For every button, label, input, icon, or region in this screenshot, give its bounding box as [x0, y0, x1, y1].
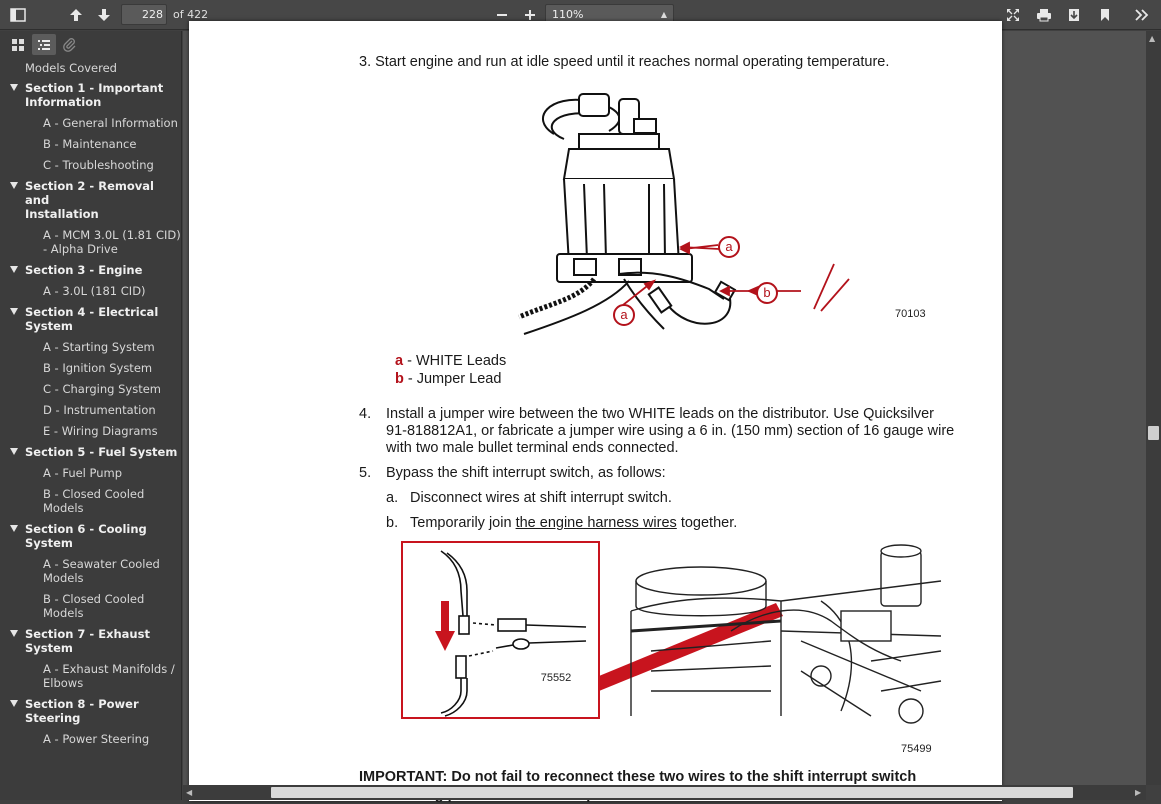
print-button[interactable] — [1031, 3, 1057, 27]
more-tools-button[interactable] — [1129, 3, 1155, 27]
step-5b-link[interactable]: the engine harness wires — [515, 515, 677, 531]
outline-item-label: Section 4 - Electrical — [25, 305, 159, 319]
scroll-left-arrow-icon[interactable]: ◀ — [186, 788, 193, 797]
expand-triangle-icon[interactable] — [10, 630, 18, 637]
print-icon — [1036, 8, 1052, 22]
figure-1-number: 70103 — [895, 308, 926, 320]
bookmark-button[interactable] — [1092, 3, 1118, 27]
previous-page-button[interactable] — [63, 3, 89, 27]
outline-item[interactable] — [0, 557, 182, 585]
outline-item[interactable] — [0, 61, 182, 75]
outline-item[interactable] — [0, 592, 182, 620]
arrow-up-icon — [69, 8, 83, 22]
page-count-label: of 422 — [173, 8, 209, 21]
more-tools-icon — [1135, 9, 1149, 21]
outline-section-item[interactable] — [0, 179, 182, 221]
outline-section-item[interactable] — [0, 627, 182, 655]
important-note-line-1: IMPORTANT: Do not fail to reconnect these two wires to the shift interrupt switch — [359, 769, 917, 785]
sidebar-tabs — [0, 31, 181, 58]
step-5a-number: a. — [386, 490, 399, 506]
figure-2-inset-number: 75552 — [540, 672, 572, 684]
outline-item-label: A - General Information — [43, 116, 178, 130]
outline-item-label: Models Covered — [25, 61, 117, 75]
outline-item-label: Section 8 - Power Steering — [25, 697, 139, 725]
step-5-text: Bypass the shift interrupt switch, as follows: — [386, 465, 666, 481]
horizontal-scrollbar[interactable] — [183, 785, 1146, 800]
outline-item-label: Section 2 - Removal and — [25, 179, 154, 207]
outline-item-label-continued: Elbows — [43, 676, 84, 690]
outline-item-label: A - Power Steering — [43, 732, 150, 746]
outline-item-label-continued: - Alpha Drive — [43, 242, 118, 256]
outline-item-label-continued: Models — [43, 571, 84, 585]
outline-tree — [0, 61, 182, 753]
download-button[interactable] — [1061, 3, 1087, 27]
sidebar-toggle-button[interactable] — [5, 3, 31, 27]
outline-item[interactable] — [0, 487, 182, 515]
step-4-line-3: with two male bullet terminal ends connected. — [386, 440, 679, 456]
vertical-scrollbar[interactable] — [1146, 31, 1161, 785]
legend-letter: b — [395, 371, 404, 387]
outline-item[interactable] — [0, 116, 182, 130]
outline-item-label: B - Closed Cooled — [43, 487, 145, 501]
outline-item-label: B - Closed Cooled — [43, 592, 145, 606]
outline-item[interactable] — [0, 424, 182, 438]
outline-tab[interactable] — [32, 34, 56, 55]
outline-item-label: A - Starting System — [43, 340, 155, 354]
sidebar — [0, 31, 182, 800]
step-5b-suffix: together. — [676, 515, 738, 531]
expand-triangle-icon[interactable] — [10, 525, 18, 532]
bookmark-icon — [1099, 8, 1111, 22]
figure-2-number: 75499 — [901, 743, 932, 755]
outline-item-label: A - Exhaust Manifolds / — [43, 662, 175, 676]
arrow-down-icon — [97, 8, 111, 22]
outline-item[interactable] — [0, 662, 182, 690]
pdf-page — [189, 21, 1002, 801]
page-number-input[interactable] — [121, 4, 167, 25]
expand-triangle-icon[interactable] — [10, 84, 18, 91]
outline-section-item[interactable] — [0, 263, 182, 277]
outline-item-label: Section 1 - Important — [25, 81, 164, 95]
expand-triangle-icon[interactable] — [10, 308, 18, 315]
scroll-right-arrow-icon[interactable]: ▶ — [1135, 788, 1142, 797]
callout-b-label: b — [763, 285, 771, 300]
outline-item[interactable] — [0, 466, 182, 480]
expand-triangle-icon[interactable] — [10, 182, 18, 189]
step-4-number: 4. — [359, 406, 372, 422]
outline-item-label: Section 7 - Exhaust System — [25, 627, 150, 655]
step-4-line-1: Install a jumper wire between the two WHITE leads on the distributor. Use Quicksilver — [386, 406, 935, 422]
zoom-in-icon — [524, 9, 536, 21]
expand-triangle-icon[interactable] — [10, 700, 18, 707]
attachments-icon — [63, 38, 77, 52]
outline-item-label: C - Charging System — [43, 382, 162, 396]
step-5-number: 5. — [359, 465, 372, 481]
outline-item-label-continued: System — [25, 319, 73, 333]
outline-section-item[interactable] — [0, 445, 182, 459]
outline-section-item[interactable] — [0, 81, 182, 109]
engine-harness-diagram — [401, 541, 946, 741]
outline-section-item[interactable] — [0, 522, 182, 550]
outline-item-label: A - Seawater Cooled — [43, 557, 160, 571]
outline-item-label: E - Wiring Diagrams — [43, 424, 158, 438]
legend-text: - Jumper Lead — [403, 371, 502, 387]
expand-triangle-icon[interactable] — [10, 266, 18, 273]
fullscreen-button[interactable] — [1000, 3, 1026, 27]
legend-item-a — [395, 353, 506, 370]
step-5b-prefix: Temporarily join — [410, 515, 516, 531]
outline-item-label: A - 3.0L (181 CID) — [43, 284, 146, 298]
outline-icon — [37, 38, 51, 52]
sidebar-toggle-icon — [10, 8, 26, 22]
outline-item[interactable] — [0, 732, 182, 746]
callout-a-label: a — [620, 307, 628, 322]
document-viewer[interactable] — [183, 31, 1161, 785]
step-5a-text: Disconnect wires at shift interrupt switch. — [410, 490, 672, 506]
scroll-up-arrow-icon[interactable]: ▲ — [1149, 34, 1156, 43]
outline-item-label-continued: Installation — [25, 207, 99, 221]
outline-item-label: B - Maintenance — [43, 137, 137, 151]
horizontal-scroll-thumb[interactable] — [271, 787, 1073, 798]
outline-item-label: Section 5 - Fuel System — [25, 445, 178, 459]
legend-text: - WHITE Leads — [403, 353, 507, 369]
outline-item-label: Section 6 - Cooling System — [25, 522, 147, 550]
outline-item-label: D - Instrumentation — [43, 403, 156, 417]
vertical-scroll-thumb[interactable] — [1148, 426, 1159, 440]
outline-item[interactable] — [0, 403, 182, 417]
attachments-tab[interactable] — [58, 34, 82, 55]
step-3-text: 3. Start engine and run at idle speed until it reaches normal operating temperature. — [359, 54, 890, 70]
thumbnails-tab[interactable] — [6, 34, 30, 55]
thumbnails-icon — [11, 38, 25, 52]
outline-section-item[interactable] — [0, 697, 182, 725]
fullscreen-icon — [1006, 8, 1020, 22]
outline-item-label: A - MCM 3.0L (1.81 CID) — [43, 228, 181, 242]
outline-item[interactable] — [0, 284, 182, 298]
outline-item-label: A - Fuel Pump — [43, 466, 123, 480]
outline-item[interactable] — [0, 340, 182, 354]
outline-item[interactable] — [0, 382, 182, 396]
expand-triangle-icon[interactable] — [10, 448, 18, 455]
outline-section-item[interactable] — [0, 305, 182, 333]
step-4-line-2: 91-818812A1, or fabricate a jumper wire using a 6 in. (150 mm) section of 16 gauge wire — [386, 423, 955, 439]
select-caret-icon: ▲ — [660, 10, 667, 19]
outline-item-label: Section 3 - Engine — [25, 263, 143, 277]
outline-item-label-continued: Models — [43, 606, 84, 620]
outline-item[interactable] — [0, 228, 182, 256]
zoom-value: 110% — [552, 8, 584, 21]
step-5b-number: b. — [386, 515, 399, 531]
legend-item-b — [395, 371, 501, 388]
download-icon — [1067, 8, 1081, 22]
next-page-button[interactable] — [91, 3, 117, 27]
outline-item-label-continued: Models — [43, 501, 84, 515]
outline-item-label: B - Ignition System — [43, 361, 153, 375]
outline-item[interactable] — [0, 137, 182, 151]
outline-item[interactable] — [0, 361, 182, 375]
outline-item[interactable] — [0, 158, 182, 172]
legend-letter: a — [395, 353, 404, 369]
callout-leaders — [619, 241, 769, 321]
callout-a-label: a — [725, 239, 733, 254]
zoom-out-icon — [496, 9, 508, 21]
step-5b-text — [410, 515, 737, 532]
outline-item-label-continued: Information — [25, 95, 102, 109]
outline-item-label: C - Troubleshooting — [43, 158, 154, 172]
